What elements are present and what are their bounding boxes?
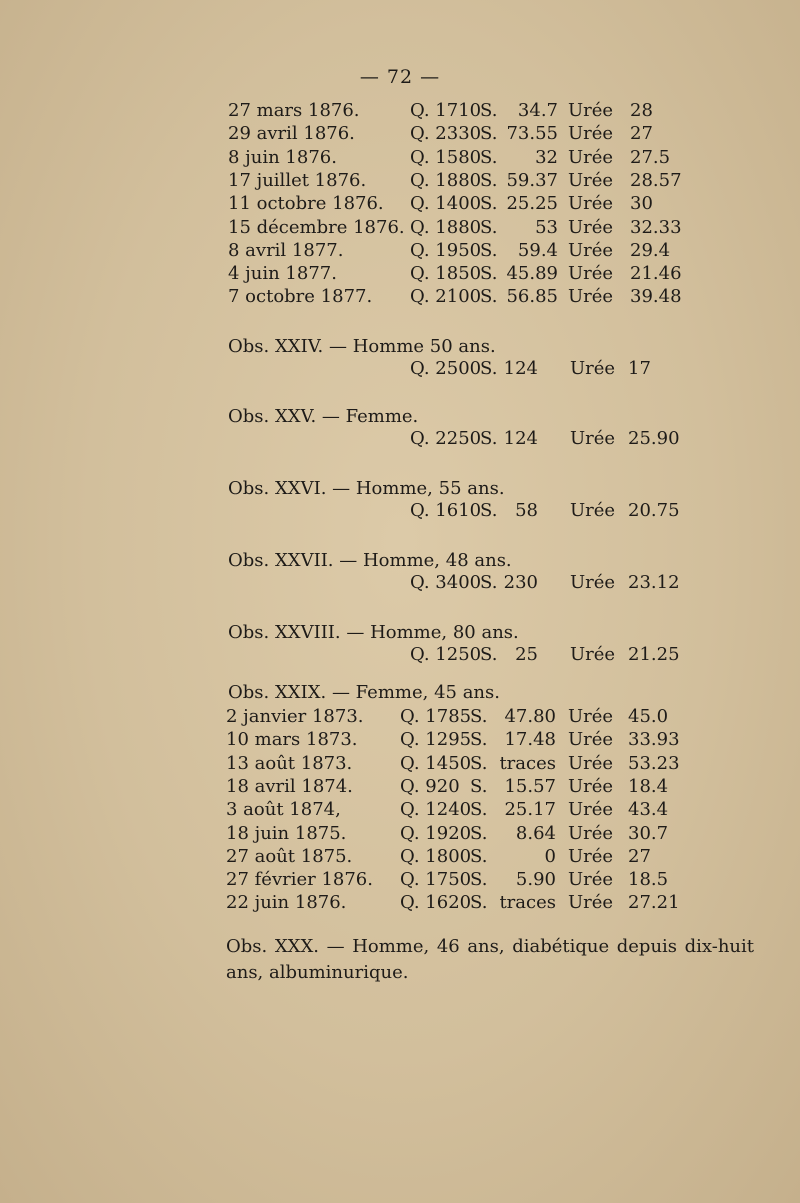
table-row (0, 572, 800, 596)
table-row (0, 776, 800, 800)
date-cell: 4 juin 1877. (228, 263, 337, 285)
uree-value-cell: 25.90 (628, 428, 680, 449)
quantity-cell: Q. 2250 (410, 428, 482, 449)
table-row (0, 799, 800, 823)
sugar-label-cell: S. (470, 892, 488, 914)
table-row (0, 358, 800, 382)
uree-value-cell: 39.48 (630, 286, 682, 308)
uree-label-cell: Urée (568, 752, 614, 774)
quantity-cell: Q. 1620 (400, 892, 472, 914)
date-cell: 22 juin 1876. (226, 892, 347, 914)
date-cell: 8 juin 1876. (228, 146, 337, 168)
sugar-value-cell: 0 (544, 845, 556, 867)
sugar-label-cell: S. (480, 572, 498, 593)
uree-value-cell: 18.5 (628, 869, 669, 891)
sugar-label-cell: S. (480, 123, 498, 145)
observation-heading: Obs. XXVII. — Homme, 48 ans. (228, 550, 512, 571)
table-row (0, 217, 800, 241)
date-cell: 17 juillet 1876. (228, 169, 367, 191)
uree-label-cell: Urée (568, 286, 614, 308)
uree-label-cell: Urée (568, 869, 614, 891)
quantity-cell: Q. 1610 (410, 500, 482, 521)
table-row (0, 729, 800, 753)
date-cell: 10 mars 1873. (226, 729, 358, 751)
uree-value-cell: 21.46 (630, 263, 682, 285)
date-cell: 27 février 1876. (226, 869, 373, 891)
uree-label-cell: Urée (568, 775, 614, 797)
table-row (0, 644, 800, 668)
uree-label-cell: Urée (568, 193, 614, 215)
quantity-cell: Q. 3400 (410, 572, 482, 593)
date-cell: 3 août 1874, (226, 799, 341, 821)
uree-label-cell: Urée (568, 239, 614, 261)
uree-value-cell: 28 (630, 100, 653, 121)
uree-label-cell: Urée (570, 572, 616, 593)
uree-value-cell: 28.57 (630, 169, 682, 191)
observation-heading: Obs. XXV. — Femme. (228, 406, 419, 427)
uree-value-cell: 53.23 (628, 752, 680, 774)
sugar-label-cell: S. (470, 845, 488, 867)
sugar-label-cell: S. (470, 799, 488, 821)
uree-value-cell: 45.0 (628, 706, 669, 727)
sugar-value-cell: 45.89 (506, 263, 558, 285)
quantity-cell: Q. 1710 (410, 100, 482, 121)
table-row (0, 193, 800, 217)
sugar-value-cell: traces (499, 892, 556, 914)
sugar-value-cell: 73.55 (506, 123, 558, 145)
quantity-cell: Q. 1580 (410, 146, 482, 168)
table-row (0, 286, 800, 310)
table-row (0, 123, 800, 147)
uree-value-cell: 27.21 (628, 892, 680, 914)
sugar-label-cell: S. (470, 729, 488, 751)
quantity-cell: Q. 2100 (410, 286, 482, 308)
uree-label-cell: Urée (568, 169, 614, 191)
sugar-value-cell: 25.17 (504, 799, 556, 821)
sugar-value-cell: 230 (503, 572, 538, 593)
date-cell: 27 mars 1876. (228, 100, 360, 121)
date-cell: 18 juin 1875. (226, 822, 347, 844)
uree-label-cell: Urée (568, 799, 614, 821)
date-cell: 11 octobre 1876. (228, 193, 384, 215)
uree-value-cell: 30 (630, 193, 653, 215)
quantity-cell: Q. 1920 (400, 822, 472, 844)
uree-value-cell: 23.12 (628, 572, 680, 593)
observation-heading: Obs. XXIV. — Homme 50 ans. (228, 336, 496, 357)
uree-value-cell: 43.4 (628, 799, 669, 821)
uree-value-cell: 33.93 (628, 729, 680, 751)
uree-value-cell: 27 (628, 845, 651, 867)
sugar-value-cell: 53 (535, 216, 558, 238)
sugar-label-cell: S. (480, 169, 498, 191)
uree-value-cell: 29.4 (630, 239, 671, 261)
sugar-label-cell: S. (480, 358, 498, 379)
quantity-cell: Q. 1450 (400, 752, 472, 774)
date-cell: 29 avril 1876. (228, 123, 355, 145)
quantity-cell: Q. 1800 (400, 845, 472, 867)
sugar-value-cell: 59.4 (517, 239, 558, 261)
sugar-value-cell: 59.37 (506, 169, 558, 191)
table-row (0, 753, 800, 777)
uree-label-cell: Urée (568, 822, 614, 844)
sugar-value-cell: 47.80 (504, 706, 556, 727)
table-row (0, 500, 800, 524)
observation-30: Obs. XXX. — Homme, 46 ans, diabétique depuis dix-huit ans, albuminurique. (226, 936, 754, 983)
date-cell: 13 août 1873. (226, 752, 353, 774)
date-cell: 15 décembre 1876. (228, 216, 405, 238)
uree-label-cell: Urée (568, 706, 614, 727)
uree-value-cell: 32.33 (630, 216, 682, 238)
uree-value-cell: 27.5 (630, 146, 671, 168)
sugar-label-cell: S. (470, 775, 488, 797)
sugar-value-cell: traces (499, 752, 556, 774)
sugar-label-cell: S. (470, 822, 488, 844)
sugar-value-cell: 25.25 (506, 193, 558, 215)
table-row (0, 892, 800, 916)
sugar-value-cell: 124 (503, 358, 538, 379)
uree-label-cell: Urée (568, 263, 614, 285)
sugar-value-cell: 25 (515, 644, 538, 665)
uree-label-cell: Urée (568, 845, 614, 867)
uree-label-cell: Urée (568, 729, 614, 751)
sugar-label-cell: S. (480, 263, 498, 285)
quantity-cell: Q. 1295 (400, 729, 472, 751)
sugar-value-cell: 8.64 (515, 822, 556, 844)
quantity-cell: Q. 1880 (410, 216, 482, 238)
sugar-label-cell: S. (480, 500, 498, 521)
sugar-value-cell: 58 (515, 500, 538, 521)
sugar-label-cell: S. (480, 216, 498, 238)
uree-value-cell: 20.75 (628, 500, 680, 521)
observation-heading: Obs. XXVI. — Homme, 55 ans. (228, 478, 505, 499)
uree-value-cell: 30.7 (628, 822, 669, 844)
uree-value-cell: 18.4 (628, 775, 669, 797)
sugar-value-cell: 32 (535, 146, 558, 168)
sugar-value-cell: 17.48 (504, 729, 556, 751)
uree-label-cell: Urée (570, 500, 616, 521)
table-row (0, 428, 800, 452)
table-row (0, 100, 800, 124)
table-row (0, 263, 800, 287)
sugar-label-cell: S. (480, 428, 498, 449)
table-row (0, 846, 800, 870)
date-cell: 2 janvier 1873. (226, 706, 364, 727)
sugar-value-cell: 15.57 (504, 775, 556, 797)
sugar-label-cell: S. (480, 286, 498, 308)
quantity-cell: Q. 1880 (410, 169, 482, 191)
observation-heading: Obs. XXIX. — Femme, 45 ans. (228, 682, 500, 703)
sugar-label-cell: S. (480, 239, 498, 261)
sugar-label-cell: S. (480, 193, 498, 215)
uree-label-cell: Urée (568, 892, 614, 914)
uree-label-cell: Urée (570, 428, 616, 449)
uree-label-cell: Urée (568, 146, 614, 168)
table-row (0, 147, 800, 171)
table-row (0, 823, 800, 847)
quantity-cell: Q. 1750 (400, 869, 472, 891)
date-cell: 7 octobre 1877. (228, 286, 373, 308)
date-cell: 18 avril 1874. (226, 775, 353, 797)
sugar-label-cell: S. (480, 146, 498, 168)
uree-value-cell: 21.25 (628, 644, 680, 665)
quantity-cell: Q. 1850 (410, 263, 482, 285)
sugar-label-cell: S. (470, 752, 488, 774)
uree-label-cell: Urée (568, 216, 614, 238)
quantity-cell: Q. 1240 (400, 799, 472, 821)
uree-label-cell: Urée (570, 358, 616, 379)
table-row (0, 170, 800, 194)
sugar-label-cell: S. (480, 644, 498, 665)
quantity-cell: Q. 1250 (410, 644, 482, 665)
quantity-cell: Q. 1785 (400, 706, 472, 727)
sugar-label-cell: S. (480, 100, 498, 121)
sugar-label-cell: S. (470, 706, 488, 727)
sugar-label-cell: S. (470, 869, 488, 891)
uree-label-cell: Urée (568, 100, 614, 121)
sugar-value-cell: 56.85 (506, 286, 558, 308)
sugar-value-cell: 5.90 (515, 869, 556, 891)
date-cell: 27 août 1875. (226, 845, 353, 867)
observation-heading: Obs. XXVIII. — Homme, 80 ans. (228, 622, 519, 643)
uree-value-cell: 27 (630, 123, 653, 145)
sugar-value-cell: 34.7 (517, 100, 558, 121)
table-row (0, 240, 800, 264)
quantity-cell: Q. 2330 (410, 123, 482, 145)
quantity-cell: Q. 920 (400, 775, 460, 797)
date-cell: 8 avril 1877. (228, 239, 344, 261)
table-row (0, 869, 800, 893)
uree-label-cell: Urée (568, 123, 614, 145)
quantity-cell: Q. 1400 (410, 193, 482, 215)
quantity-cell: Q. 1950 (410, 239, 482, 261)
table-row (0, 706, 800, 730)
uree-label-cell: Urée (570, 644, 616, 665)
sugar-value-cell: 124 (503, 428, 538, 449)
quantity-cell: Q. 2500 (410, 358, 482, 379)
page-number: — 72 — (359, 66, 441, 88)
uree-value-cell: 17 (628, 358, 651, 379)
